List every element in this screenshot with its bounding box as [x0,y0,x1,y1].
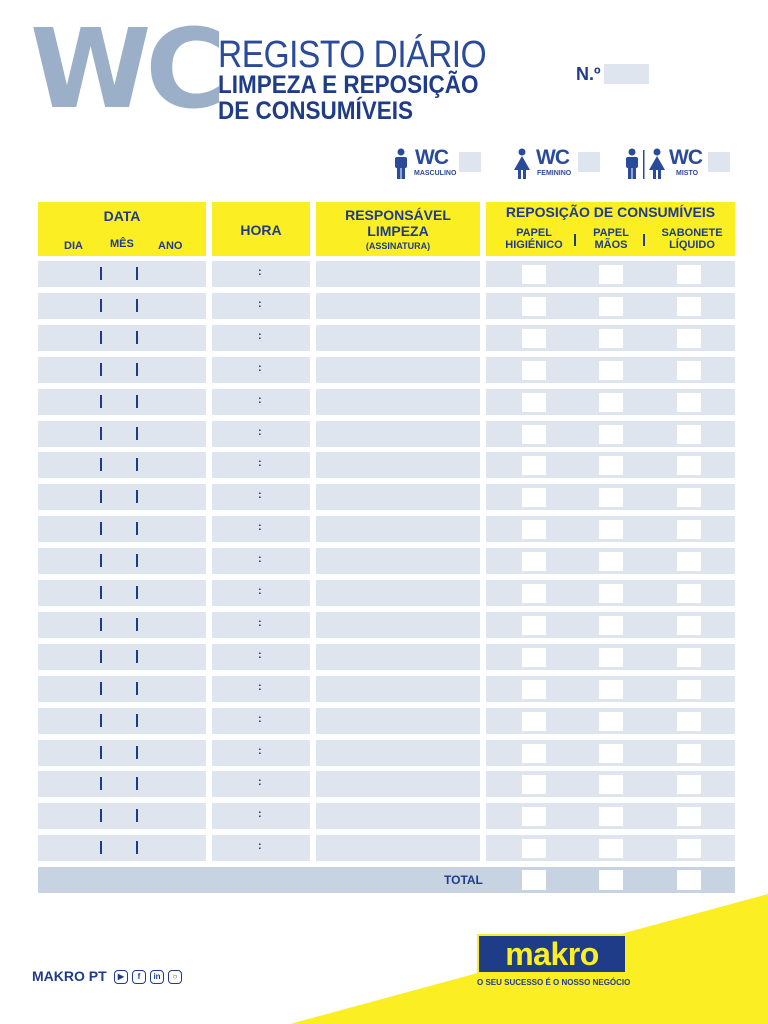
table-row [38,389,735,415]
papel-maos-checkbox[interactable] [599,616,623,635]
subtitle-line-1: LIMPEZA E REPOSIÇÃO [218,71,479,99]
date-separator [136,427,138,440]
time-separator: : [258,361,262,374]
assinatura-heading: (ASSINATURA) [365,241,431,251]
date-separator [100,777,102,790]
wc-misto-title: WC [669,146,702,169]
page-title: REGISTO DIÁRIO [218,34,487,76]
sabonete-checkbox[interactable] [677,265,701,284]
sabonete-checkbox[interactable] [677,680,701,699]
papel-maos-checkbox[interactable] [599,520,623,539]
total-label: TOTAL [444,873,483,887]
sabonete-checkbox[interactable] [677,456,701,475]
mes-heading: MÊS [110,238,134,250]
sabonete-checkbox[interactable] [677,520,701,539]
table-row [38,708,735,734]
sabonete-checkbox[interactable] [677,616,701,635]
papel-higienico-checkbox[interactable] [522,775,546,794]
papel-higienico-checkbox[interactable] [522,361,546,380]
papel-maos-heading [584,227,638,251]
unisex-person-icon [624,148,666,180]
time-separator: : [258,425,262,438]
papel-maos-checkbox[interactable] [599,680,623,699]
date-separator [100,363,102,376]
time-separator: : [258,329,262,342]
date-separator [136,363,138,376]
total-row [38,867,735,893]
table-row [38,357,735,383]
papel-higienico-checkbox[interactable] [522,616,546,635]
time-separator: : [258,648,262,661]
makro-pt-label: MAKRO PT [32,968,107,984]
time-separator: : [258,553,262,566]
date-separator [136,714,138,727]
date-separator [100,427,102,440]
papel-maos-line1: PAPEL [593,227,629,239]
wc-feminino-title: WC [536,146,569,169]
date-separator [136,809,138,822]
date-separator [100,809,102,822]
total-sabonete-field[interactable] [677,870,701,890]
sabonete-checkbox[interactable] [677,393,701,412]
papel-higienico-checkbox[interactable] [522,712,546,731]
time-separator: : [258,776,262,789]
date-separator [100,490,102,503]
sabonete-checkbox[interactable] [677,839,701,858]
wc-feminino-checkbox[interactable] [578,152,600,172]
linkedin-icon[interactable]: in [150,970,164,984]
papel-maos-checkbox[interactable] [599,839,623,858]
papel-maos-checkbox[interactable] [599,584,623,603]
reposicao-heading: REPOSIÇÃO DE CONSUMÍVEIS [505,204,716,220]
date-separator [136,746,138,759]
date-separator [136,458,138,471]
date-separator [100,299,102,312]
papel-higienico-checkbox[interactable] [522,584,546,603]
papel-maos-checkbox[interactable] [599,807,623,826]
date-separator [136,586,138,599]
column-divider [643,234,645,246]
sabonete-checkbox[interactable] [677,552,701,571]
papel-higienico-checkbox[interactable] [522,393,546,412]
dia-heading: DIA [64,240,83,252]
makro-logo: makro [477,934,627,974]
date-separator [136,395,138,408]
table-row [38,740,735,766]
wc-big-logo: WC [30,5,221,133]
wc-feminino-label: FEMININO [537,170,572,177]
limpeza-heading: LIMPEZA [367,223,429,239]
papel-higienico-checkbox[interactable] [522,488,546,507]
sabonete-heading [652,227,732,251]
papel-maos-checkbox[interactable] [599,456,623,475]
date-separator [100,746,102,759]
table-row [38,484,735,510]
table-row [38,548,735,574]
sabonete-checkbox[interactable] [677,584,701,603]
time-separator: : [258,840,262,853]
data-heading: DATA [103,208,141,224]
wc-masculino-checkbox[interactable] [459,152,481,172]
sabonete-checkbox[interactable] [677,488,701,507]
time-separator: : [258,744,262,757]
time-separator: : [258,712,262,725]
papel-maos-checkbox[interactable] [599,744,623,763]
papel-higienico-checkbox[interactable] [522,425,546,444]
date-separator [100,682,102,695]
papel-higienico-heading [500,227,568,251]
wc-misto-checkbox[interactable] [708,152,730,172]
papel-maos-checkbox[interactable] [599,393,623,412]
table-row [38,421,735,447]
time-separator: : [258,585,262,597]
table-row [38,803,735,829]
makro-slogan: O SEU SUCESSO É O NOSSO NEGÓCIO [477,978,631,987]
papel-higienico-checkbox[interactable] [522,329,546,348]
papel-higienico-checkbox[interactable] [522,456,546,475]
wc-masculino-label: MASCULINO [414,170,457,177]
papel-higienico-line1: PAPEL [516,227,552,239]
table-row [38,580,735,606]
ano-heading: ANO [158,240,183,252]
date-separator [100,554,102,567]
wc-misto-label: MISTO [676,170,699,177]
table-row [38,835,735,861]
papel-higienico-checkbox[interactable] [522,265,546,284]
date-separator [136,682,138,695]
hora-heading: HORA [240,222,282,238]
table-row [38,676,735,702]
header-data [38,202,206,256]
table-row [38,325,735,351]
header-reposicao [486,202,735,256]
papel-maos-checkbox[interactable] [599,297,623,316]
date-separator [136,650,138,663]
table-row [38,516,735,542]
date-separator [136,777,138,790]
date-separator [136,618,138,631]
papel-maos-checkbox[interactable] [599,425,623,444]
table-row [38,293,735,319]
sabonete-checkbox[interactable] [677,425,701,444]
instagram-icon[interactable]: ○ [168,970,182,984]
papel-higienico-line2: HIGIÉNICO [505,239,563,251]
sabonete-checkbox[interactable] [677,712,701,731]
papel-higienico-checkbox[interactable] [522,744,546,763]
male-person-icon [393,148,409,180]
table-row [38,612,735,638]
papel-higienico-checkbox[interactable] [522,297,546,316]
date-separator [100,841,102,854]
papel-higienico-checkbox[interactable] [522,552,546,571]
date-separator [100,267,102,280]
sabonete-checkbox[interactable] [677,329,701,348]
date-separator [100,458,102,471]
papel-higienico-checkbox[interactable] [522,680,546,699]
column-gap [206,258,212,898]
subtitle-line-2: DE CONSUMÍVEIS [218,97,414,125]
date-separator [136,522,138,535]
female-person-icon [513,148,531,180]
papel-maos-checkbox[interactable] [599,265,623,284]
wc-feminino [513,146,603,182]
papel-maos-checkbox[interactable] [599,775,623,794]
papel-higienico-checkbox[interactable] [522,807,546,826]
sabonete-checkbox[interactable] [677,648,701,667]
table-row [38,452,735,478]
sabonete-line1: SABONETE [661,227,723,239]
wc-masculino-title: WC [415,146,448,169]
papel-maos-checkbox[interactable] [599,361,623,380]
date-separator [136,841,138,854]
total-papel-higienico-field[interactable] [522,870,546,890]
sabonete-checkbox[interactable] [677,744,701,763]
column-gap [310,258,316,898]
papel-maos-checkbox[interactable] [599,552,623,571]
date-separator [100,522,102,535]
date-separator [100,714,102,727]
time-separator: : [258,393,262,406]
table-row [38,261,735,287]
sabonete-checkbox[interactable] [677,361,701,380]
table-row [38,771,735,797]
sabonete-checkbox[interactable] [677,297,701,316]
numero-field[interactable] [604,64,649,84]
table-row [38,644,735,670]
date-separator [136,490,138,503]
time-separator: : [258,680,262,693]
sabonete-checkbox[interactable] [677,807,701,826]
papel-maos-line2: MÃOS [594,239,628,251]
time-separator: : [258,521,262,534]
sabonete-line2: LÍQUIDO [669,239,715,251]
total-papel-maos-field[interactable] [599,870,623,890]
papel-higienico-checkbox[interactable] [522,839,546,858]
time-separator: : [258,266,262,278]
date-separator [100,650,102,663]
time-separator: : [258,489,262,502]
column-divider [574,234,576,246]
sabonete-checkbox[interactable] [677,775,701,794]
papel-maos-checkbox[interactable] [599,712,623,731]
time-separator: : [258,297,262,310]
papel-maos-checkbox[interactable] [599,488,623,507]
date-separator [136,331,138,344]
numero-label: N.º [576,64,601,84]
papel-maos-checkbox[interactable] [599,648,623,667]
time-separator: : [258,808,262,821]
date-separator [100,331,102,344]
youtube-icon[interactable]: ▶ [114,970,128,984]
date-separator [136,554,138,567]
column-gap [480,258,486,898]
date-separator [136,267,138,280]
header-hora [212,202,310,256]
wc-misto [624,146,734,182]
papel-higienico-checkbox[interactable] [522,648,546,667]
time-separator: : [258,616,262,629]
page-subtitle [218,72,478,124]
papel-maos-checkbox[interactable] [599,329,623,348]
date-separator [100,586,102,599]
time-separator: : [258,457,262,470]
date-separator [100,618,102,631]
responsavel-heading: RESPONSÁVEL [345,207,451,223]
papel-higienico-checkbox[interactable] [522,520,546,539]
header-responsavel [316,202,480,256]
date-separator [136,299,138,312]
date-separator [100,395,102,408]
facebook-icon[interactable]: f [132,970,146,984]
wc-masculino [393,146,483,182]
